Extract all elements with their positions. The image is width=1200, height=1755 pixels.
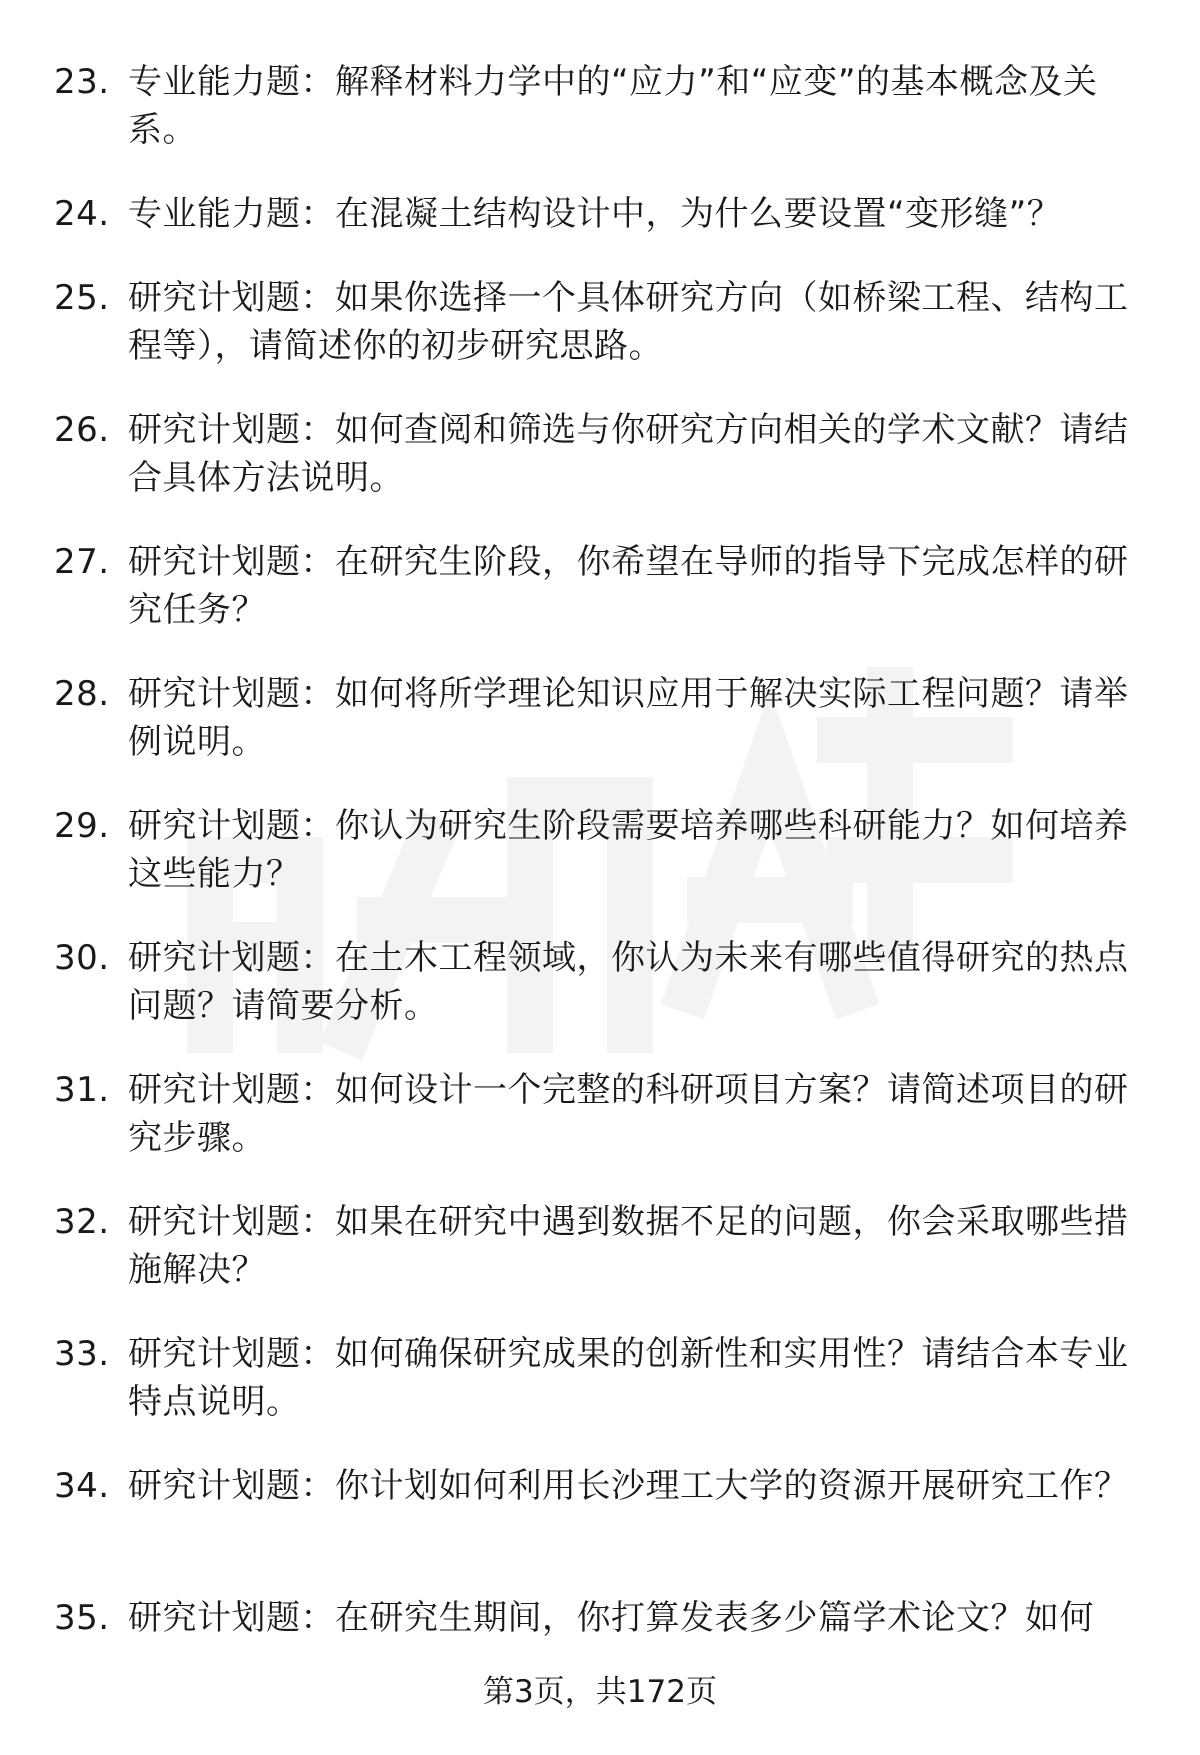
question-text: 专业能力题：解释材料力学中的“应力”和“应变”的基本概念及关系。 (128, 62, 1098, 150)
question-item-23 (54, 58, 1150, 190)
question-item-29 (54, 802, 1150, 934)
question-number: 35. (54, 1598, 110, 1638)
question-item-24 (54, 190, 1150, 274)
question-text: 研究计划题：如何将所学理论知识应用于解决实际工程问题？请举例说明。 (128, 674, 1129, 762)
question-number: 34. (54, 1466, 110, 1506)
question-item-34 (54, 1462, 1150, 1594)
question-item-33 (54, 1330, 1150, 1462)
question-item-27 (54, 538, 1150, 670)
question-list (54, 58, 1150, 1654)
question-text: 研究计划题：在研究生阶段，你希望在导师的指导下完成怎样的研究任务？ (128, 542, 1129, 630)
question-number: 29. (54, 806, 110, 846)
question-text: 研究计划题：你认为研究生阶段需要培养哪些科研能力？如何培养这些能力？ (128, 806, 1129, 894)
question-item-35 (54, 1594, 1150, 1654)
question-item-31 (54, 1066, 1150, 1198)
question-text: 专业能力题：在混凝土结构设计中，为什么要设置“变形缝”？ (128, 194, 1062, 234)
question-number: 32. (54, 1202, 110, 1242)
question-number: 24. (54, 194, 110, 234)
question-item-25 (54, 274, 1150, 406)
question-number: 27. (54, 542, 110, 582)
question-number: 30. (54, 938, 110, 978)
question-number: 23. (54, 62, 110, 102)
question-text: 研究计划题：如何查阅和筛选与你研究方向相关的学术文献？请结合具体方法说明。 (128, 410, 1129, 498)
question-item-32 (54, 1198, 1150, 1330)
question-number: 26. (54, 410, 110, 450)
question-text: 研究计划题：如何确保研究成果的创新性和实用性？请结合本专业特点说明。 (128, 1334, 1129, 1422)
question-text: 研究计划题：如果在研究中遇到数据不足的问题，你会采取哪些措施解决？ (128, 1202, 1129, 1290)
question-number: 28. (54, 674, 110, 714)
question-item-30 (54, 934, 1150, 1066)
question-item-26 (54, 406, 1150, 538)
question-text: 研究计划题：在土木工程领域，你认为未来有哪些值得研究的热点问题？请简要分析。 (128, 938, 1129, 1026)
question-text: 研究计划题：你计划如何利用长沙理工大学的资源开展研究工作？ (128, 1466, 1129, 1506)
question-text: 研究计划题：在研究生期间，你打算发表多少篇学术论文？如何 (128, 1598, 1094, 1638)
question-number: 25. (54, 278, 110, 318)
question-number: 33. (54, 1334, 110, 1374)
question-text: 研究计划题：如何设计一个完整的科研项目方案？请简述项目的研究步骤。 (128, 1070, 1129, 1158)
page-footer: 第3页，共172页 (483, 1674, 717, 1710)
question-number: 31. (54, 1070, 110, 1110)
question-text: 研究计划题：如果你选择一个具体研究方向（如桥梁工程、结构工程等），请简述你的初步研究思路。 (128, 278, 1129, 366)
question-item-28 (54, 670, 1150, 802)
